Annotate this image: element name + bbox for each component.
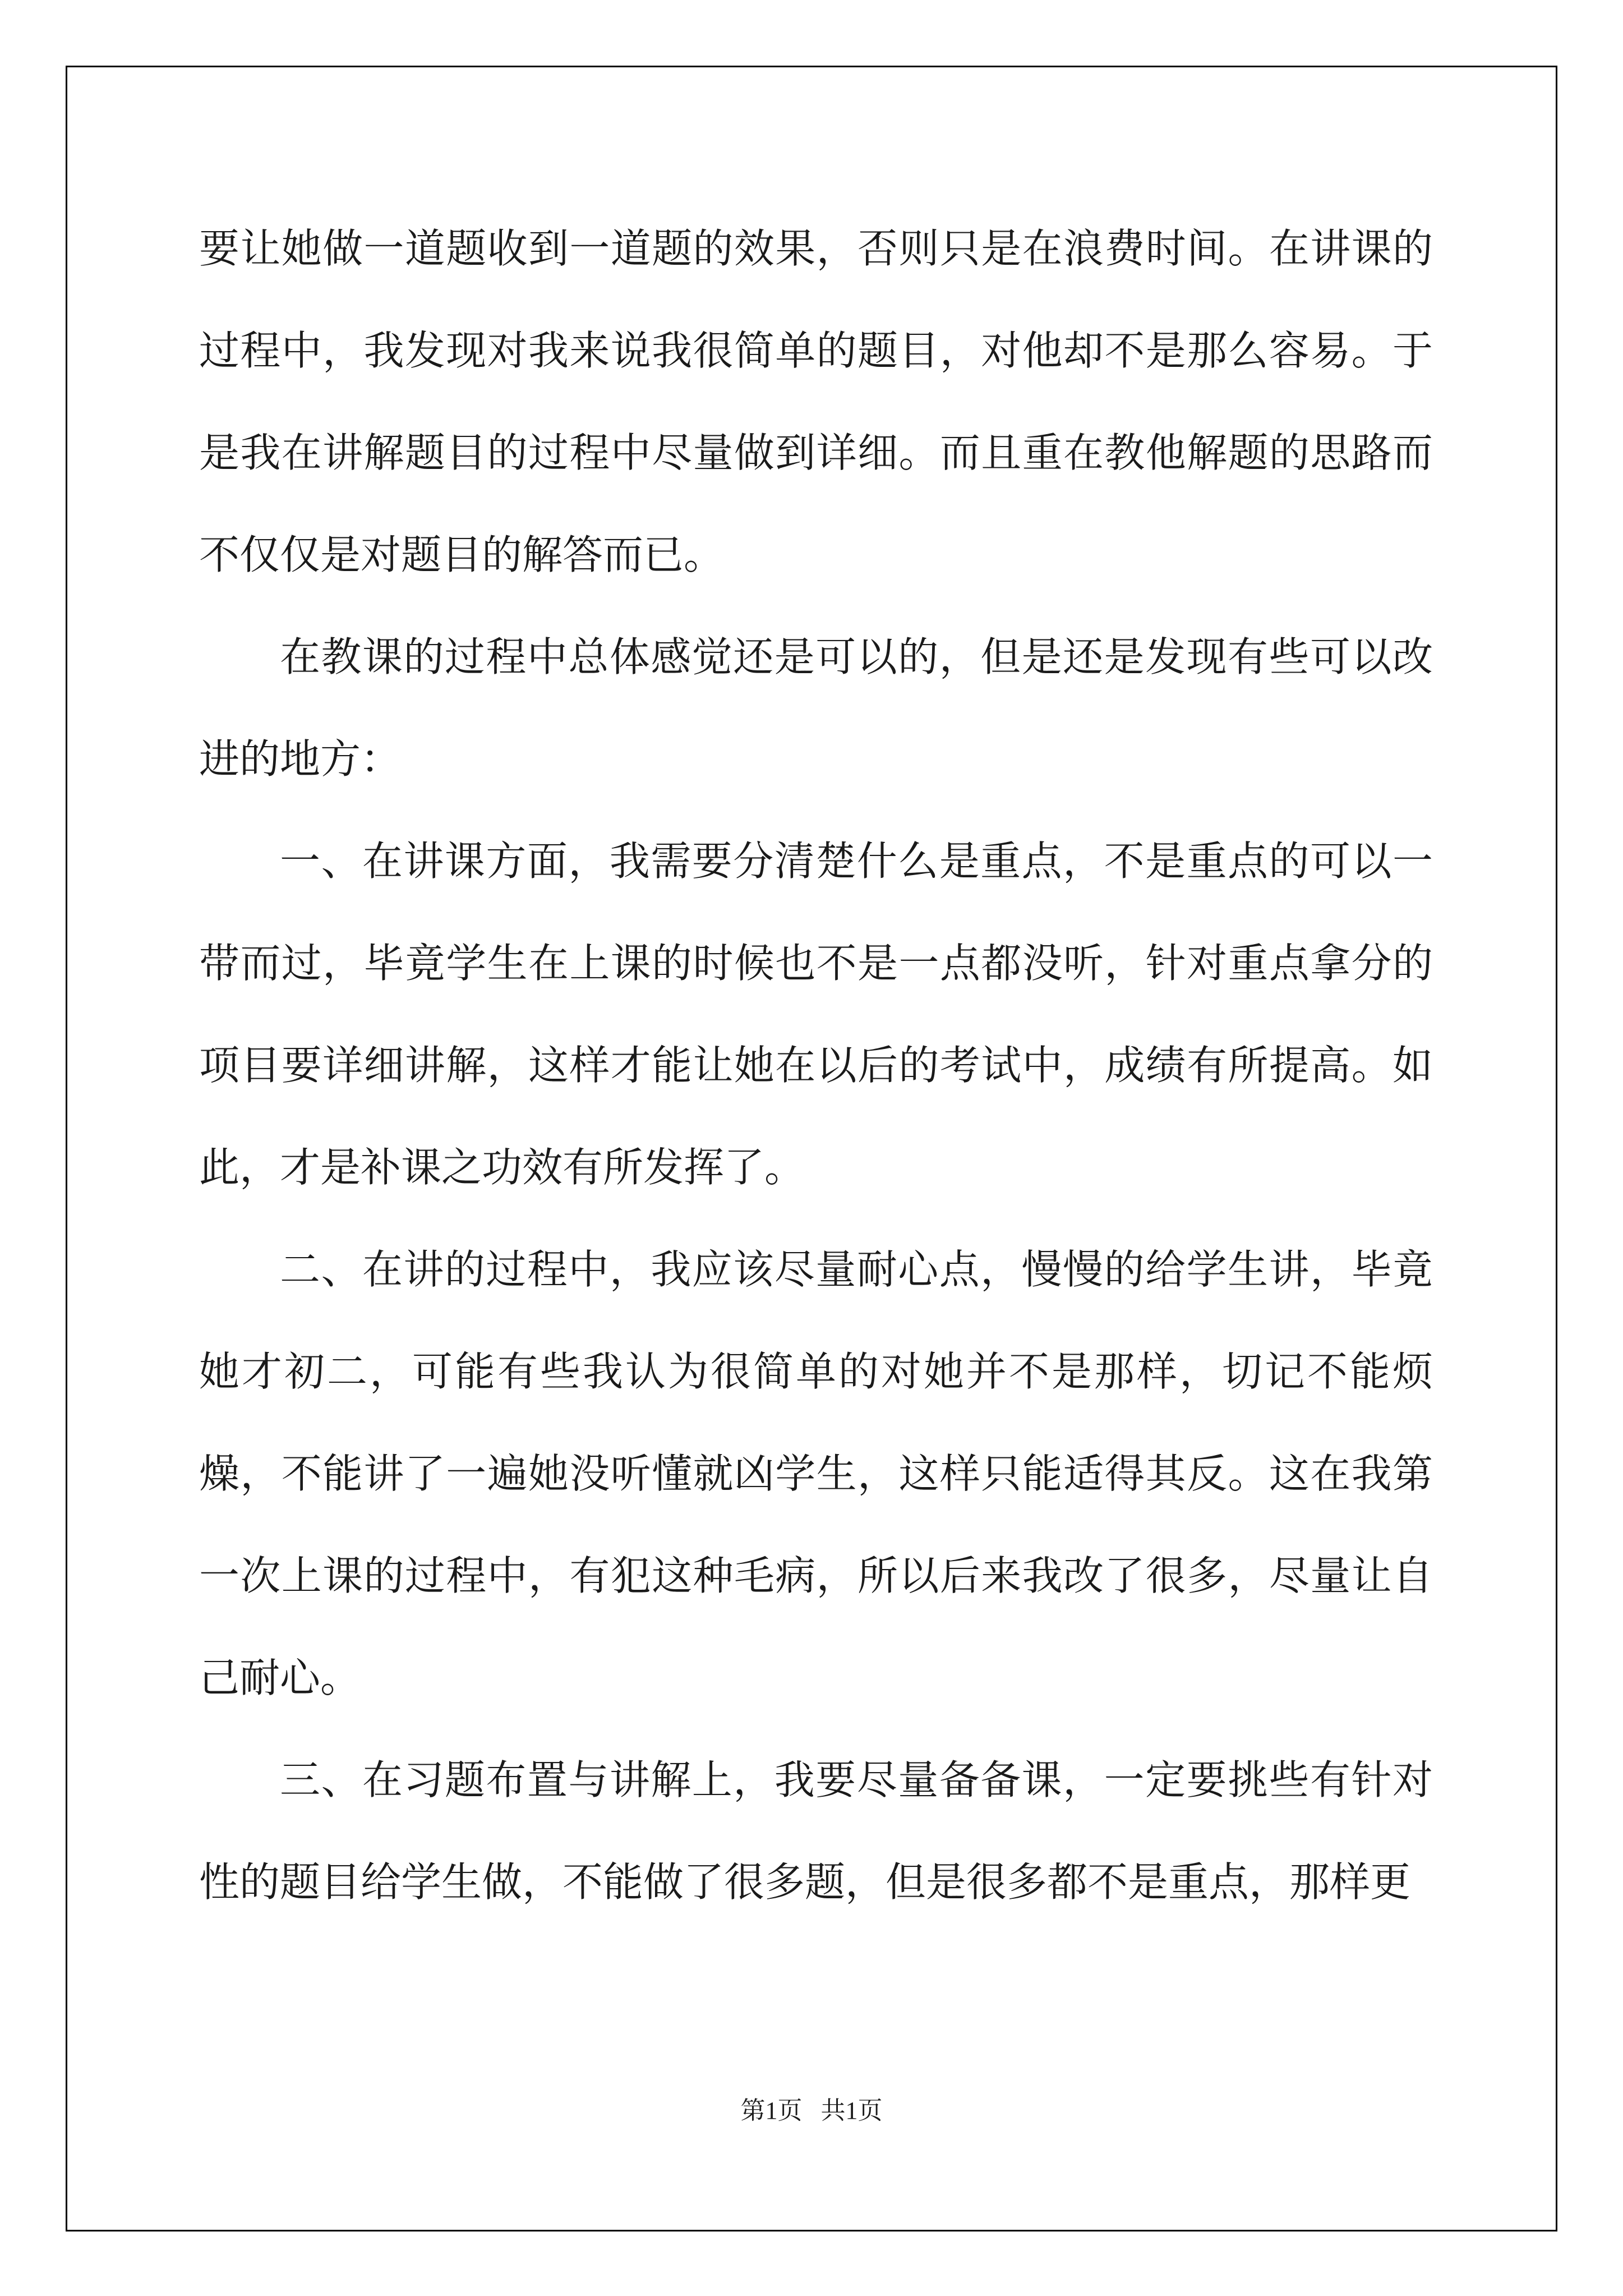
document-body bbox=[199, 197, 1433, 1933]
paragraph-3: 一、在讲课方面，我需要分清楚什么是重点，不是重点的可以一带而过，毕竟学生在上课的时候也不是一点都没听，针对重点拿分的项目要详细讲解，这样才能让她在以后的考试中，成绩有所提高。如此，才是补课之功效有所发挥了。 bbox=[199, 838, 1433, 1191]
paragraph-2: 在教课的过程中总体感觉还是可以的，但是还是发现有些可以改进的地方： bbox=[199, 633, 1433, 783]
page-number-footer: 第1页 共1页 bbox=[740, 2097, 883, 2124]
paragraph-4: 二、在讲的过程中，我应该尽量耐心点，慢慢的给学生讲，毕竟她才初二，可能有些我认为很简单的对她并不是那样，切记不能烦燥，不能讲了一遍她没听懂就凶学生，这样只能适得其反。这在我第一次上课的过程中，有犯这种毛病，所以后来我改了很多，尽量让自己耐心。 bbox=[199, 1246, 1433, 1701]
paragraph-5: 三、在习题布置与讲解上，我要尽量备备课，一定要挑些有针对性的题目给学生做，不能做了很多题，但是很多都不是重点，那样更 bbox=[199, 1756, 1433, 1906]
paragraph-1: 要让她做一道题收到一道题的效果，否则只是在浪费时间。在讲课的过程中，我发现对我来说我很简单的题目，对他却不是那么容易。于是我在讲解题目的过程中尽量做到详细。而且重在教他解题的思路而不仅仅是对题目的解答而已。 bbox=[199, 225, 1433, 578]
